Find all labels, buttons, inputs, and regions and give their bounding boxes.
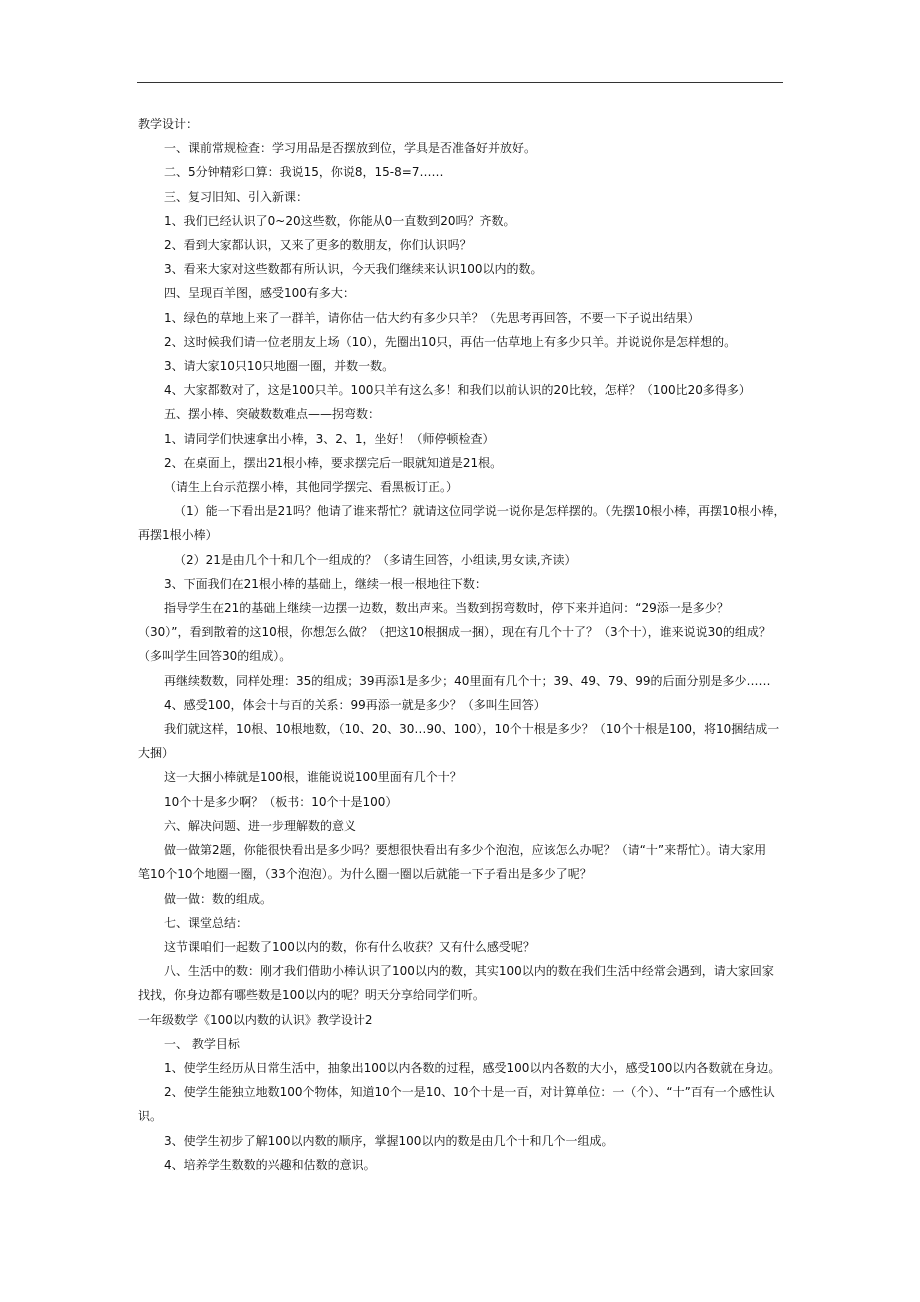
text-line: （2）21是由几个十和几个一组成的？（多请生回答，小组读,男女读,齐读） xyxy=(174,552,577,567)
text-line: 1、使学生经历从日常生活中，抽象出100以内各数的过程，感受100以内各数的大小，感受100以内各数就在身边。 xyxy=(164,1060,781,1075)
text-line: （请生上台示范摆小棒，其他同学摆完、看黑板订正。） xyxy=(164,480,459,495)
text-line: 八、生活中的数：刚才我们借助小棒认识了100以内的数，其实100以内的数在我们生活中经常会遇到，请大家回家 xyxy=(164,964,774,979)
text-line: 10个十是多少啊？（板书：10个十是100） xyxy=(164,794,398,809)
text-line: 这节课咱们一起数了100以内的数，你有什么收获？又有什么感受呢？ xyxy=(164,939,535,954)
text-line: （30）”，看到散着的这10根，你想怎么做？（把这10根捆成一捆），现在有几个十了？（3个十），谁来说说30的组成？ xyxy=(138,625,771,640)
text-line: 识。 xyxy=(138,1109,163,1124)
text-line: 2、这时候我们请一位老朋友上场（10），先圈出10只，再估一估草地上有多少只羊。并说说你是怎样想的。 xyxy=(164,334,737,349)
text-line: 四、呈现百羊图，感受100有多大： xyxy=(164,286,355,301)
text-line: 2、看到大家都认识，又来了更多的数朋友，你们认识吗？ xyxy=(164,238,472,253)
text-line: （多叫学生回答30的组成）。 xyxy=(138,649,292,664)
text-line: 三、复习旧知、引入新课： xyxy=(164,189,309,204)
text-line: 一、课前常规检查：学习用品是否摆放到位，学具是否准备好并放好。 xyxy=(164,141,537,156)
text-line: 一年级数学《100以内数的认识》教学设计2 xyxy=(138,1012,373,1027)
header-rule xyxy=(137,82,783,83)
text-line: 2、在桌面上，摆出21根小棒，要求摆完后一眼就知道是21根。 xyxy=(164,455,503,470)
text-line: 再继续数数，同样处理：35的组成；39再添1是多少；40里面有几个十；39、49、79、99的后面分别是多少…… xyxy=(164,673,771,688)
text-line: 1、请同学们快速拿出小棒，3、2、1，坐好！（师停顿检查） xyxy=(164,431,495,446)
text-line: 这一大捆小棒就是100根，谁能说说100里面有几个十？ xyxy=(164,770,462,785)
text-line: 3、使学生初步了解100以内数的顺序，掌握100以内的数是由几个十和几个一组成。 xyxy=(164,1133,614,1148)
text-line: 做一做：数的组成。 xyxy=(164,891,273,906)
text-line: 3、请大家10只10只地圈一圈，并数一数。 xyxy=(164,359,395,374)
text-line: 六、解决问题、进一步理解数的意义 xyxy=(164,818,357,833)
text-line: 七、课堂总结： xyxy=(164,915,249,930)
text-line: 1、绿色的草地上来了一群羊，请你估一估大约有多少只羊？（先思考再回答，不要一下子说出结果） xyxy=(164,310,700,325)
text-line: 3、看来大家对这些数都有所认识，今天我们继续来认识100以内的数。 xyxy=(164,262,543,277)
text-line: 笔10个10个地圈一圈，（33个泡泡）。为什么圈一圈以后就能一下子看出是多少了呢？ xyxy=(138,867,592,882)
text-line: 2、使学生能独立地数100个物体，知道10个一是10、10个十是一百，对计算单位：一（个）、“十”百有一个感性认 xyxy=(164,1085,775,1100)
text-line: （1）能一下看出是21吗？他请了谁来帮忙？就请这位同学说一说你是怎样摆的。（先摆10根小棒，再摆10根小棒， xyxy=(174,504,786,519)
text-line: 再摆1根小棒） xyxy=(138,528,218,543)
text-line: 一、 教学目标 xyxy=(164,1036,240,1051)
text-line: 4、培养学生数数的兴趣和估数的意识。 xyxy=(164,1157,376,1172)
text-line: 4、感受100，体会十与百的关系：99再添一就是多少？（多叫生回答） xyxy=(164,697,546,712)
document-body xyxy=(138,112,786,1177)
text-line: 做一做第2题，你能很快看出是多少吗？要想很快看出有多少个泡泡，应该怎么办呢？（请“十”来帮忙）。请大家用 xyxy=(164,843,767,858)
text-line: 指导学生在21的基础上继续一边摆一边数，数出声来。当数到拐弯数时，停下来并追问：“29添一是多少？ xyxy=(164,601,729,616)
text-line: 大捆） xyxy=(138,746,175,761)
text-line: 我们就这样，10根、10根地数，（10、20、30…90、100），10个十根是多少？（10个十根是100，将10捆结成一 xyxy=(164,722,780,737)
text-line: 3、下面我们在21根小棒的基础上，继续一根一根地往下数： xyxy=(164,576,487,591)
text-line: 二、5分钟精彩口算：我说15，你说8，15-8=7…… xyxy=(164,165,444,180)
text-line: 1、我们已经认识了0~20这些数，你能从0一直数到20吗？齐数。 xyxy=(164,213,516,228)
text-line: 找找，你身边都有哪些数是100以内的呢？明天分享给同学们听。 xyxy=(138,988,485,1003)
text-line: 五、摆小棒、突破数数难点——拐弯数： xyxy=(164,407,381,422)
text-line: 4、大家都数对了，这是100只羊。100只羊有这么多！和我们以前认识的20比较，怎样？（100比20多得多） xyxy=(164,383,751,398)
text-line: 教学设计： xyxy=(138,117,199,131)
